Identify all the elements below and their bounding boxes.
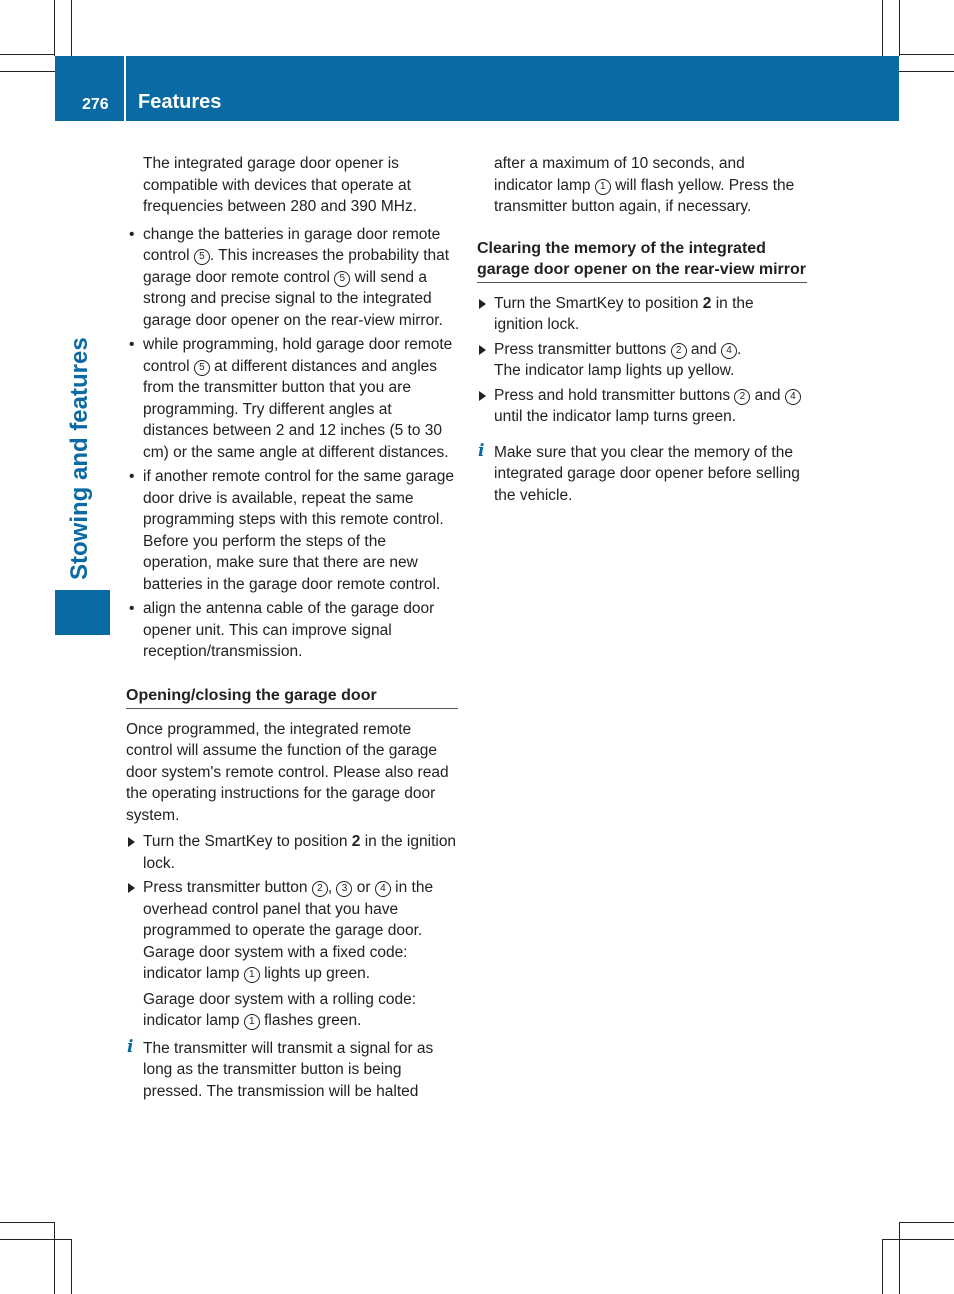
step-arrow-icon — [128, 883, 135, 893]
crop-mark — [899, 1222, 900, 1294]
section-heading: Opening/closing the garage door — [126, 685, 458, 709]
callout-number: 2 — [671, 343, 687, 359]
callout-number: 1 — [244, 967, 260, 983]
crop-mark — [899, 54, 954, 55]
list-item: • while programming, hold garage door remote control 5 at different distances and angles from the transmitter button that you are programming. Try different angles at distances between 2 and 12 inches (5 to 30 cm) or the same angle at different distances. — [126, 334, 458, 463]
crop-mark — [0, 54, 55, 55]
crop-mark — [54, 0, 55, 56]
section-title: Features — [138, 91, 222, 113]
step-note: Garage door system with a rolling code: indicator lamp 1 flashes green. — [143, 990, 417, 1029]
crop-mark — [882, 0, 883, 56]
callout-number: 2 — [312, 881, 328, 897]
list-item: • if another remote control for the same garage door drive is available, repeat the same programming steps with this remote control. Before you perform the steps of the operation, make sure that there are new batteries in the garage door remote control. — [126, 466, 458, 595]
intro-paragraph: The integrated garage door opener is compatible with devices that operate at frequencies between 280 and 390 MHz. — [143, 155, 418, 215]
body-paragraph: Once programmed, the integrated remote control will assume the function of the garage door system's remote control. Please also read the operating instructions for the garage door system. — [126, 720, 449, 824]
instruction-step: Turn the SmartKey to position 2 in the ignition lock. — [126, 831, 458, 874]
callout-number: 5 — [194, 249, 210, 265]
instruction-step: Press transmitter button 2 , 3 or 4 in the overhead control panel that you have programmed to operate the garage door. Garage door system with a fixed code: indicator lamp 1 lights up green. — [126, 877, 458, 985]
section-heading: Clearing the memory of the integrated garage door opener on the rear-view mirror — [477, 238, 807, 283]
continued-paragraph: after a maximum of 10 seconds, and indicator lamp 1 will flash yellow. Press the transmitter button again, if necessary. — [494, 155, 795, 215]
crop-mark — [899, 71, 954, 72]
info-icon: i — [127, 1036, 134, 1057]
crop-mark — [71, 1239, 72, 1294]
step-arrow-icon — [479, 345, 486, 355]
callout-number: 2 — [734, 389, 750, 405]
info-note: i Make sure that you clear the memory of the integrated garage door opener before selling the vehicle. — [478, 440, 800, 504]
callout-number: 1 — [244, 1014, 260, 1030]
instruction-step: Press transmitter buttons 2 and 4 . The indicator lamp lights up yellow. — [477, 339, 807, 382]
crop-mark — [899, 1222, 954, 1223]
side-tab-marker — [55, 590, 110, 635]
step-arrow-icon — [128, 837, 135, 847]
list-item: • change the batteries in garage door remote control 5 . This increases the probability that garage door remote control 5 will send a strong and precise signal to the integrated garage door opener on the rear-view mirror. — [126, 224, 458, 332]
crop-mark — [0, 1222, 55, 1223]
side-tab-label: Stowing and features — [66, 337, 93, 580]
crop-mark — [882, 1239, 954, 1240]
callout-number: 1 — [595, 179, 611, 195]
crop-mark — [0, 1239, 72, 1240]
crop-mark — [882, 1239, 883, 1294]
callout-number: 5 — [334, 271, 350, 287]
crop-mark — [54, 1222, 55, 1294]
info-note: i The transmitter will transmit a signal for as long as the transmitter button is being pressed. The transmission will be halted — [127, 1036, 434, 1100]
page-number: 276 — [82, 96, 109, 113]
crop-mark — [71, 0, 72, 56]
callout-number: 4 — [375, 881, 391, 897]
right-column — [477, 153, 807, 506]
crop-mark — [0, 71, 55, 72]
callout-number: 4 — [721, 343, 737, 359]
callout-number: 5 — [194, 360, 210, 376]
instruction-step: Press and hold transmitter buttons 2 and 4 until the indicator lamp turns green. — [477, 385, 807, 428]
list-item: • align the antenna cable of the garage door opener unit. This can improve signal reception/transmission. — [126, 598, 458, 663]
callout-number: 4 — [785, 389, 801, 405]
info-icon: i — [478, 440, 485, 461]
instruction-step: Turn the SmartKey to position 2 in the ignition lock. — [477, 293, 807, 336]
step-arrow-icon — [479, 299, 486, 309]
step-arrow-icon — [479, 391, 486, 401]
header-divider — [124, 56, 126, 121]
left-column — [126, 153, 458, 1102]
crop-mark — [899, 0, 900, 56]
callout-number: 3 — [336, 881, 352, 897]
